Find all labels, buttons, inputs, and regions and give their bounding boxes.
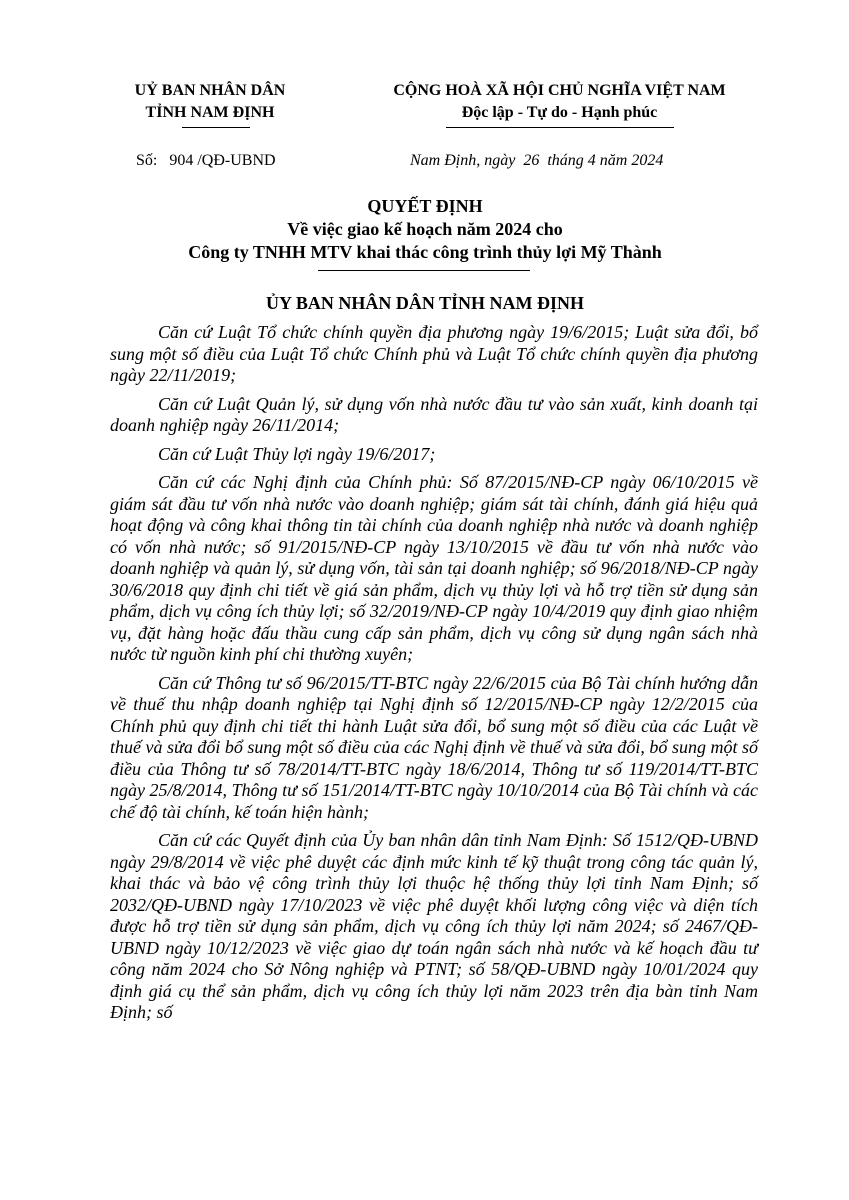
paragraph: Căn cứ Thông tư số 96/2015/TT-BTC ngày 22/6/2015 của Bộ Tài chính hướng dẫn về thuế thu nhập doanh nghiệp tại Nghị định số 12/2015/NĐ-CP ngày 12/2/2015 của Chính phủ quy định chi tiết thi hành Luật sửa đổi, bổ sung một số điều của các Luật về thuế và sửa đổi bổ sung một số điều của các Nghị định về thuế và sửa đổi, bổ sung một số điều của Thông tư số 78/2014/TT-BTC ngày 18/6/2014, Thông tư số 119/2014/TT-BTC ngày 25/8/2014, Thông tư số 151/2014/TT-BTC ngày 10/10/2014 của Bộ Tài chính và các chế độ tài chính, kế toán hiện hành; — [110, 672, 758, 822]
title-line-2: Về việc giao kế hoạch năm 2024 cho — [287, 219, 563, 239]
title-line-1: QUYẾT ĐỊNH — [367, 196, 483, 216]
nation-line-2: Độc lập - Tự do - Hạnh phúc — [461, 104, 658, 121]
org-line-1: UỶ BAN NHÂN DÂN — [134, 82, 286, 99]
document-date: Nam Định, ngày 26 tháng 4 năm 2024 — [410, 152, 664, 169]
title-underline — [318, 270, 530, 271]
legal-bases — [110, 322, 758, 1031]
issuing-authority: ỦY BAN NHÂN DÂN TỈNH NAM ĐỊNH — [265, 293, 584, 313]
title-line-3: Công ty TNHH MTV khai thác công trình thủy lợi Mỹ Thành — [188, 242, 662, 262]
decision-title — [120, 195, 730, 264]
paragraph: Căn cứ các Quyết định của Ủy ban nhân dân tỉnh Nam Định: Số 1512/QĐ-UBND ngày 29/8/2014 về việc phê duyệt các định mức kinh tế kỹ thuật trong công tác quản lý, khai thác và bảo vệ công trình thủy lợi thuộc hệ thống thủy lợi tỉnh Nam Định; số 2032/QĐ-UBND ngày 17/10/2023 về việc phê duyệt khối lượng công việc và diện tích được hỗ trợ tiền sử dụng sản phẩm, dịch vụ công ích thủy lợi năm 2024; số 2467/QĐ-UBND ngày 10/12/2023 về việc giao dự toán ngân sách nhà nước và kế hoạch đầu tư công năm 2024 cho Sở Nông nghiệp và PTNT; số 58/QĐ-UBND ngày 10/01/2024 quy định giá cụ thể sản phẩm, dịch vụ công ích thủy lợi năm 2023 trên địa bàn tỉnh Nam Định; số — [110, 830, 758, 1022]
document-number: Số: 904 /QĐ-UBND — [136, 152, 276, 169]
national-motto — [362, 80, 757, 124]
motto-underline — [446, 127, 674, 128]
paragraph: Căn cứ Luật Tổ chức chính quyền địa phương ngày 19/6/2015; Luật sửa đổi, bổ sung một số điều của Luật Tổ chức Chính phủ và Luật Tổ chức chính quyền địa phương ngày 22/11/2019; — [110, 322, 758, 385]
org-underline — [182, 127, 250, 128]
issuing-organization — [110, 80, 310, 124]
org-line-2: TỈNH NAM ĐỊNH — [145, 104, 275, 121]
paragraph: Căn cứ Luật Quản lý, sử dụng vốn nhà nước đầu tư vào sản xuất, kinh doanh tại doanh nghiệp ngày 26/11/2014; — [110, 393, 758, 435]
paragraph: Căn cứ các Nghị định của Chính phủ: Số 87/2015/NĐ-CP ngày 06/10/2015 về giám sát đầu tư vốn nhà nước vào doanh nghiệp; giám sát tài chính, đánh giá hiệu quả hoạt động và công khai thông tin tài chính của doanh nghiệp nhà nước và doanh nghiệp có vốn nhà nước; số 91/2015/NĐ-CP ngày 13/10/2015 về đầu tư vốn nhà nước vào doanh nghiệp và quản lý, sử dụng vốn, tài sản tại doanh nghiệp; số 96/2018/NĐ-CP ngày 30/6/2018 quy định chi tiết về giá sản phẩm, dịch vụ thủy lợi và hỗ trợ tiền sử dụng sản phẩm, dịch vụ công ích thủy lợi; số 32/2019/NĐ-CP ngày 10/4/2019 quy định giao nhiệm vụ, đặt hàng hoặc đấu thầu cung cấp sản phẩm, dịch vụ công sử dụng ngân sách nhà nước từ nguồn kinh phí chi thường xuyên; — [110, 472, 758, 664]
nation-line-1: CỘNG HOÀ XÃ HỘI CHỦ NGHĨA VIỆT NAM — [393, 82, 726, 99]
paragraph: Căn cứ Luật Thủy lợi ngày 19/6/2017; — [158, 443, 436, 464]
